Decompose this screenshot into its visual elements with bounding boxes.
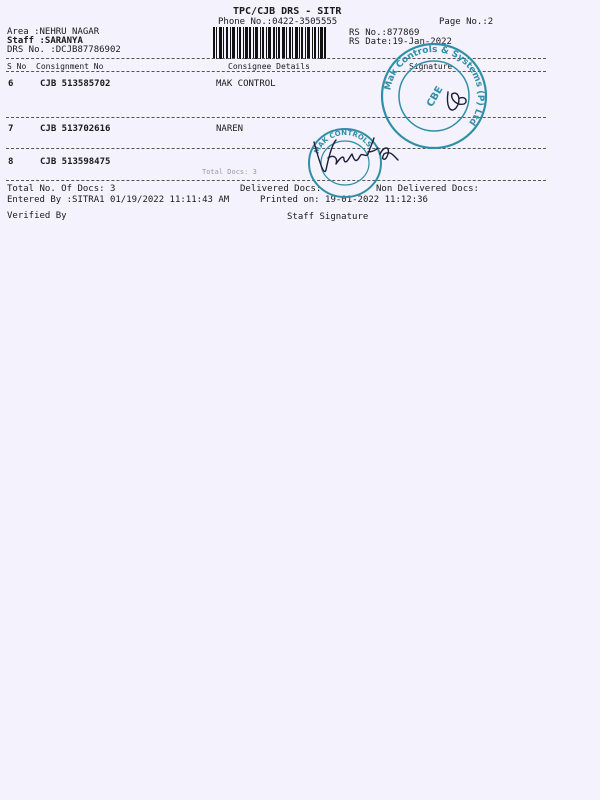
non-delivered-docs: Non Delivered Docs: [376,184,479,194]
stamp-large-text: Mak Controls & Systems (P) Ltd [383,44,486,127]
row-sno: 6 [8,79,14,89]
row-consignee: NAREN [216,124,244,134]
rs-number: RS No.:877869 [349,28,420,38]
verified-by: Verified By [7,211,67,221]
col-sno: S No [7,62,27,71]
report-title: TPC/CJB DRS - SITR [233,6,342,17]
handwritten-signature [310,124,410,180]
entered-by: Entered By :SITRA1 01/19/2022 11:11:43 AM [7,195,230,205]
row-sno: 8 [8,157,14,167]
col-consignment: Consignment No [36,62,104,71]
row-consignee: MAK CONTROL [216,79,276,89]
area-label: Area :NEHRU NAGAR [7,27,100,37]
rs-date: RS Date:19-Jan-2022 [349,37,452,47]
col-consignee: Consignee Details [228,62,310,71]
row-consignment: CJB 513702616 [40,124,111,134]
faint-note: Total Docs: 3 [202,168,257,176]
stamp-small-text: MAK CONTROLS [312,128,374,156]
total-docs: Total No. Of Docs: 3 [7,184,116,194]
initials-mark [442,86,472,118]
staff-label: Staff :SARANYA [7,36,83,46]
drs-number: DRS No. :DCJB87786902 [7,45,121,55]
stamp-large-center: CBE [425,84,446,109]
row-sno: 7 [8,124,14,134]
delivered-docs: Delivered Docs: [240,184,322,194]
col-signature: Signature [409,62,453,71]
staff-signature-label: Staff Signature [287,212,369,222]
printed-on: Printed on: 19-01-2022 11:12:36 [260,195,428,205]
footer-rule [6,180,546,181]
barcode-image [213,27,326,59]
page-number: Page No.:2 [439,17,494,27]
phone-number: Phone No.:0422-3505555 [218,17,338,27]
row-consignment: CJB 513585702 [40,79,111,89]
row-consignment: CJB 513598475 [40,157,111,167]
